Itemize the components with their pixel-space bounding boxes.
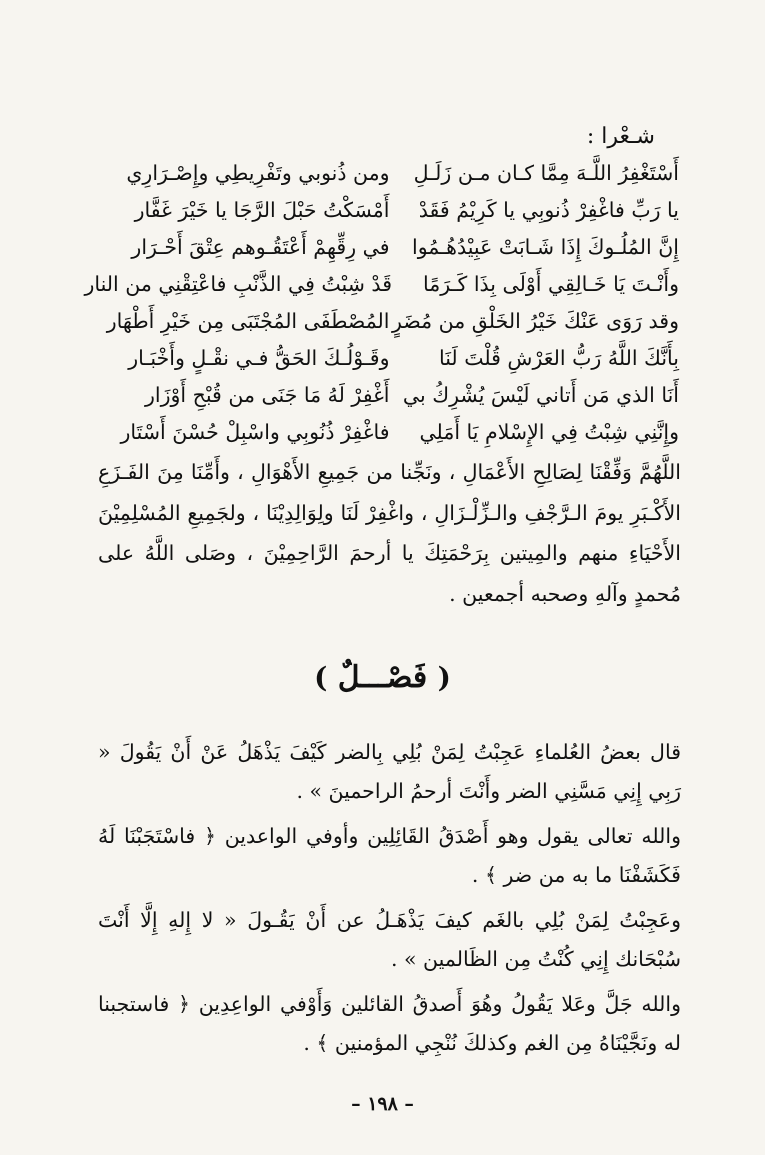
hemistich-first: أَنَا الذي مَن أَتاني لَيْسَ يُشْرِكُ بي [402,382,679,407]
paragraph: وعَجِبْتُ لِمَنْ بُلِي بالغَم كيفَ يَذْهَـلُ عن أَنْ يَقُـولَ « لا إِلهِ إِلَّا أَنْتَ سُبْحَانك إِنِي كُنْتُ مِن الظَالمين » . [98,908,681,971]
hemistich-first: أَسْتَغْفِرُ اللَّـهَ مِمَّا كـان مـن زَلَـلِ [413,160,679,185]
hemistich-first: وإِنَّنِي شِبْتُ فِي الإِسْلامِ يَا أَمَلِي [419,419,679,444]
paragraph: والله تعالى يقول وهو أَصْدَقُ القَائِلِين وأوفي الواعدين ﴿ فاسْتَجَبْنَا لَهُ فَكَشَفْنَا ما به من ضر ﴾ . [98,824,681,887]
hemistich-second: وقَـوْلُـكَ الحَقُّ فـي نقْـلٍ وأَخْبَـار [128,345,390,370]
hemistich-second: في رِقِّهِمْ أَعْتَقُـوهم عِتْقَ أَحْـرَار [131,234,390,259]
poem-couplet [100,302,679,339]
hemistich-first: إِنَّ المُلُـوكَ إِذَا شَـابَتْ عَبِيْدُهُـمُوا [412,234,679,259]
section-heading [0,660,765,695]
poem-couplet [100,413,679,450]
hemistich-second: أَمْسَكْتُ حَبْلَ الرَّجَا يا خَيْرَ غَفَّار [134,197,390,222]
heading-bracket-close: ) [314,661,328,694]
section-body [98,733,681,1069]
hemistich-second: ومن ذُنوبي وتَفْرِيطِي وإِصْـرَارِي [126,160,390,185]
hemistich-second: فاغْفِرْ ذُنُوبِي واسْبِلْ حُسْنَ أَسْتَار [120,419,390,444]
closing-prayer: اللَّهُمَّ وَفِّقْنَا لِصَالِحِ الأَعْمَالِ ، ونَجِّنا من جَمِيعِ الأَهْوَالِ ، وأَمِّنَا مِنَ الفَـزَعِ الأَكْـبَرِ يومَ الـرَّجْفِ والـزِّلْـزَالِ ، واغْفِرْ لَنَا ولِوَالِدِيْنَا ، ولجَمِيعِ المُسْلِمِيْنَ الأَحْيَاءِ منهم والمِيتين بِرَحْمَتِكَ يا أرحمَ الرَّاحِمِيْنَ ، وصَلى اللَّهُ على مُحمدٍ وآلهِ وصحبه أجمعين . [98,460,681,606]
hemistich-first: وقد رَوَى عَنْكَ خَيْرُ الخَلْقِ من مُضَرٍ [392,308,679,333]
poem-couplet [100,191,679,228]
hemistich-first: وأَنْـتَ يَا خَـالِقِي أَوْلَى بِذَا كَـرَمًا [423,271,679,296]
poem-label: شـعْرا : [586,124,655,149]
poem-couplet [84,265,679,302]
hemistich-second: المُصْطَفَى المُجْتَبَى مِن خَيْرِ أَطْهَار [106,308,390,333]
paragraph: والله جَلَّ وعَلا يَقُولُ وهُوَ أَصدقُ القائلين وَأَوْفي الواعِدِين ﴿ فاستجبنا له ونَجَّيْنَاهُ مِن الغم وكذلكَ نُنْجِي المؤمنين ﴾ . [98,992,681,1055]
section-title: فَصْـــلٌ [337,660,428,695]
hemistich-first: يا رَبِّ فاغْفِرْ ذُنوبِي يا كَرِيْمُ فَقَدْ [418,197,679,222]
heading-bracket-open: ( [437,661,451,694]
hemistich-second: أَغْفِرْ لَهُ مَا جَنَى من قُبْحِ أَوْزَار [145,382,390,407]
poem-couplet [100,228,679,265]
poem-couplet [100,376,679,413]
poem-couplet [100,339,679,376]
page-number: – ١٩٨ – [351,1093,414,1115]
paragraph: قال بعضُ العُلماءِ عَجِبْتُ لِمَنْ بُلِي بِالضر كَيْفَ يَذْهَلُ عَنْ أَنْ يَقُولَ « رَبِي إِنِي مَسَّنِي الضر وأَنْتَ أرحمُ الراحمينَ » . [98,740,681,803]
hemistich-second: قَدْ شِبْتُ فِي الذَّنْبِ فاعْتِقْنِي من النار [84,271,392,296]
hemistich-first: بِأَنَّكَ اللَّهُ رَبُّ العَرْشِ قُلْتَ لَنَا [439,345,679,370]
poem [84,154,679,450]
poem-couplet [100,154,679,191]
